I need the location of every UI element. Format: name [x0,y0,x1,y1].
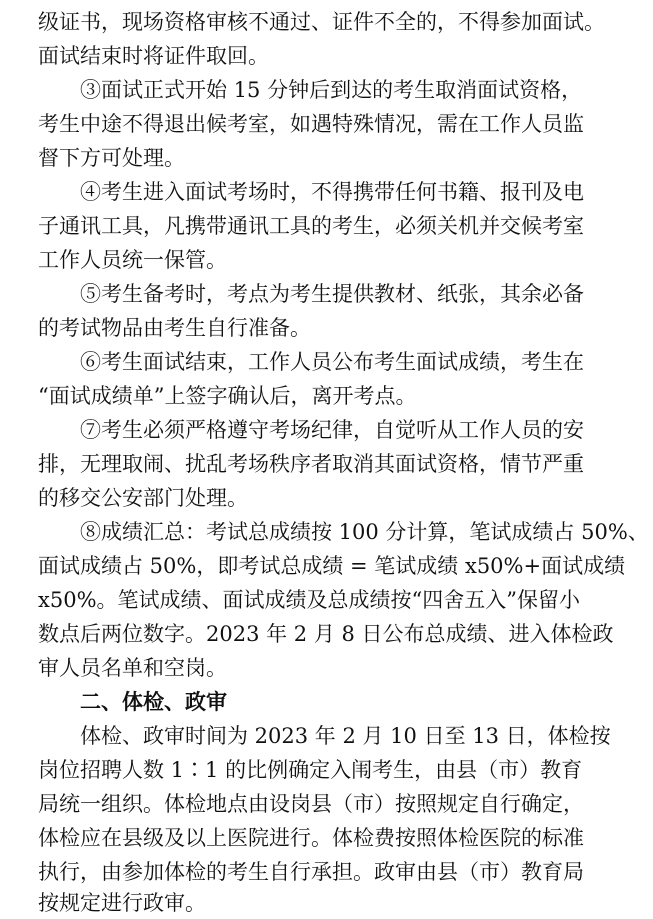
text-line: 级证书，现场资格审核不通过、证件不全的，不得参加面试。 [38,10,605,34]
text-line: 工作人员统一保管。 [38,248,227,272]
text-line: 数点后两位数字。2023 年 2 月 8 日公布总成绩、进入体检政 [38,622,614,646]
text-line: 岗位招聘人数 1∶1 的比例确定入闱考生，由县（市）教育 [38,758,583,782]
text-line: ⑧成绩汇总：考试总成绩按 100 分计算，笔试成绩占 50%、 [80,520,649,544]
text-line: ⑦考生必须严格遵守考场纪律，自觉听从工作人员的安 [80,418,584,442]
text-line: ④考生进入面试考场时，不得携带任何书籍、报刊及电 [80,180,584,204]
section-heading: 二、体检、政审 [80,690,227,714]
text-line: ⑥考生面试结束，工作人员公布考生面试成绩，考生在 [80,350,584,374]
text-line: 按规定进行政审。 [38,891,206,915]
text-line: ③面试正式开始 15 分钟后到达的考生取消面试资格， [80,78,583,102]
text-line: ⑤考生备考时，考点为考生提供教材、纸张，其余必备 [80,282,584,306]
text-line: 体检、政审时间为 2023 年 2 月 10 日至 13 日，体检按 [80,724,611,748]
text-line: 体检应在县级及以上医院进行。体检费按照体检医院的标准 [38,826,584,850]
text-line: “面试成绩单”上签字确认后，离开考点。 [38,384,417,408]
text-line: 子通讯工具，凡携带通讯工具的考生，必须关机并交候考室 [38,214,584,238]
text-line: 审人员名单和空岗。 [38,656,227,680]
text-line: 排，无理取闹、扰乱考场秩序者取消其面试资格，情节严重 [38,452,584,476]
text-line: 督下方可处理。 [38,146,185,170]
text-line: x50%。笔试成绩、面试成绩及总成绩按“四舍五入”保留小 [38,588,580,612]
text-line: 执行，由参加体检的考生自行承担。政审由县（市）教育局 [38,860,584,884]
text-line: 的移交公安部门处理。 [38,486,248,510]
text-line: 局统一组织。体检地点由设岗县（市）按照规定自行确定， [38,792,584,816]
text-line: 的考试物品由考生自行准备。 [38,316,311,340]
text-line: 面试结束时将证件取回。 [38,44,269,68]
text-line: 考生中途不得退出候考室，如遇特殊情况，需在工作人员监 [38,112,584,136]
text-line: 面试成绩占 50%，即考试总成绩 = 笔试成绩 x50%+面试成绩 [38,554,626,578]
